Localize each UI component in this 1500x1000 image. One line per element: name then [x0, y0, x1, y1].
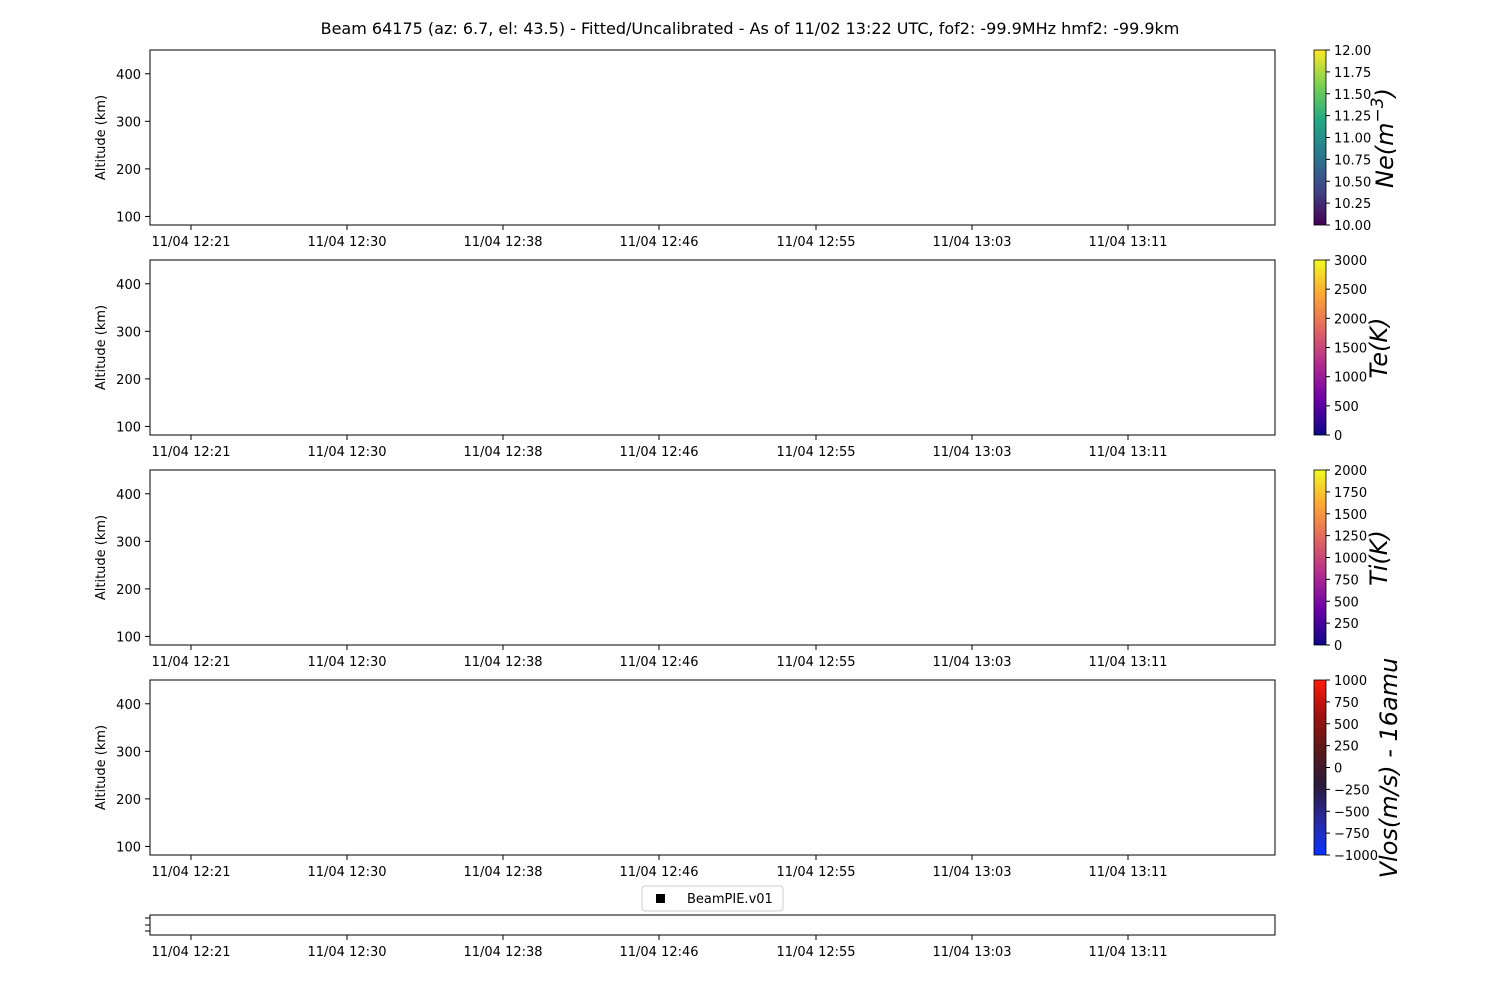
x-tick-label: 11/04 12:38 — [463, 865, 543, 880]
colorbar-tick-label: 10.75 — [1334, 153, 1372, 169]
colorbar — [1314, 470, 1326, 645]
x-tick-label: 11/04 12:21 — [151, 235, 231, 250]
x-tick-label: 11/04 13:11 — [1088, 945, 1168, 960]
x-tick-label: 11/04 12:55 — [776, 445, 856, 460]
panel-beam-indicator — [145, 886, 1275, 960]
x-tick-label: 11/04 13:11 — [1088, 445, 1168, 460]
colorbar — [1314, 260, 1326, 435]
panels — [94, 44, 1403, 960]
x-tick-label: 11/04 13:03 — [932, 445, 1012, 460]
x-tick-label: 11/04 12:38 — [463, 445, 543, 460]
y-tick-label: 200 — [116, 792, 141, 808]
colorbar-tick-label: 1500 — [1334, 341, 1368, 357]
panel-ne — [94, 44, 1399, 250]
legend-entry: BeamPIE.v01 — [687, 892, 773, 907]
colorbar-tick-label: 750 — [1334, 695, 1359, 711]
colorbar-tick-label: −1000 — [1334, 849, 1378, 864]
x-tick-label: 11/04 12:38 — [463, 235, 543, 250]
colorbar-tick-label: 500 — [1334, 717, 1359, 733]
colorbar-label: $Ne(m^{-3})$ — [1368, 88, 1399, 188]
chart-title: Beam 64175 (az: 6.7, el: 43.5) - Fitted/Uncalibrated - As of 11/02 13:22 UTC, fof2: -99.9MHz hmf2: -99.9km — [320, 19, 1180, 38]
x-tick-label: 11/04 12:30 — [307, 945, 387, 960]
x-tick-label: 11/04 12:55 — [776, 945, 856, 960]
x-tick-label: 11/04 12:21 — [151, 945, 231, 960]
x-tick-label: 11/04 12:21 — [151, 655, 231, 670]
x-tick-label: 11/04 12:38 — [463, 945, 543, 960]
colorbar-tick-label: 750 — [1334, 573, 1359, 589]
y-tick-label: 100 — [116, 210, 141, 226]
x-tick-label: 11/04 12:38 — [463, 655, 543, 670]
colorbar-tick-label: 0 — [1334, 429, 1343, 444]
colorbar-tick-label: 500 — [1334, 595, 1359, 611]
colorbar-tick-label: −500 — [1334, 805, 1370, 821]
panel-ti — [94, 464, 1393, 670]
colorbar-label: Te(K) — [1365, 317, 1393, 379]
x-tick-label: 11/04 12:30 — [307, 865, 387, 880]
x-tick-label: 11/04 12:30 — [307, 655, 387, 670]
colorbar-tick-label: 0 — [1334, 639, 1343, 654]
x-tick-label: 11/04 12:21 — [151, 445, 231, 460]
y-tick-label: 100 — [116, 420, 141, 436]
plot-area — [150, 470, 1275, 645]
y-tick-label: 300 — [116, 535, 141, 551]
x-tick-label: 11/04 12:46 — [619, 655, 699, 670]
plot-area — [150, 50, 1275, 225]
x-tick-label: 11/04 13:03 — [932, 865, 1012, 880]
x-tick-label: 11/04 12:46 — [619, 445, 699, 460]
x-tick-label: 11/04 13:11 — [1088, 865, 1168, 880]
x-tick-label: 11/04 12:55 — [776, 865, 856, 880]
x-tick-label: 11/04 12:30 — [307, 235, 387, 250]
colorbar-tick-label: 10.25 — [1334, 197, 1372, 213]
x-tick-label: 11/04 12:55 — [776, 655, 856, 670]
x-tick-label: 11/04 12:46 — [619, 865, 699, 880]
colorbar-tick-label: −250 — [1334, 783, 1370, 799]
colorbar-tick-label: 2000 — [1334, 464, 1368, 479]
colorbar-tick-label: 12.00 — [1334, 44, 1372, 59]
x-tick-label: 11/04 12:46 — [619, 235, 699, 250]
y-tick-label: 400 — [116, 277, 141, 293]
beam-plot-area — [150, 915, 1275, 935]
x-tick-label: 11/04 13:03 — [932, 235, 1012, 250]
colorbar-label: Vlos(m/s) - 16amu — [1375, 657, 1403, 879]
colorbar-tick-label: 11.75 — [1334, 65, 1372, 81]
y-tick-label: 400 — [116, 487, 141, 503]
x-tick-label: 11/04 13:11 — [1088, 235, 1168, 250]
colorbar-label: Ti(K) — [1365, 530, 1393, 586]
colorbar-tick-label: 500 — [1334, 399, 1359, 415]
colorbar-tick-label: 2000 — [1334, 312, 1368, 328]
colorbar-tick-label: 11.00 — [1334, 131, 1372, 147]
colorbar-tick-label: 1000 — [1334, 370, 1368, 386]
x-tick-label: 11/04 13:03 — [932, 945, 1012, 960]
colorbar — [1314, 680, 1326, 855]
y-axis-label: Altitude (km) — [94, 514, 109, 601]
colorbar-tick-label: 1000 — [1334, 674, 1368, 689]
colorbar-tick-label: 250 — [1334, 739, 1359, 755]
colorbar-tick-label: 1750 — [1334, 485, 1368, 501]
y-tick-label: 200 — [116, 162, 141, 178]
colorbar-tick-label: 1250 — [1334, 529, 1368, 545]
plot-area — [150, 680, 1275, 855]
colorbar-tick-label: 2500 — [1334, 283, 1368, 299]
colorbar-tick-label: 3000 — [1334, 254, 1368, 269]
panel-te — [94, 254, 1393, 460]
colorbar-tick-label: 11.25 — [1334, 109, 1372, 125]
x-tick-label: 11/04 12:55 — [776, 235, 856, 250]
x-tick-label: 11/04 12:21 — [151, 865, 231, 880]
colorbar-tick-label: 10.00 — [1334, 219, 1372, 234]
x-tick-label: 11/04 13:03 — [932, 655, 1012, 670]
y-tick-label: 400 — [116, 697, 141, 713]
x-tick-label: 11/04 12:30 — [307, 445, 387, 460]
colorbar-tick-label: 250 — [1334, 617, 1359, 633]
y-tick-label: 300 — [116, 325, 141, 341]
colorbar-tick-label: −750 — [1334, 827, 1370, 843]
panel-vlos — [94, 658, 1403, 880]
y-tick-label: 300 — [116, 745, 141, 761]
y-axis-label: Altitude (km) — [94, 304, 109, 391]
colorbar-tick-label: 11.50 — [1334, 87, 1372, 103]
y-axis-label: Altitude (km) — [94, 94, 109, 181]
colorbar — [1314, 50, 1326, 225]
x-tick-label: 11/04 13:11 — [1088, 655, 1168, 670]
y-tick-label: 100 — [116, 630, 141, 646]
legend-marker — [656, 894, 665, 903]
y-axis-label: Altitude (km) — [94, 724, 109, 811]
y-tick-label: 400 — [116, 67, 141, 83]
legend — [642, 886, 783, 911]
colorbar-tick-label: 1000 — [1334, 551, 1368, 567]
y-tick-label: 200 — [116, 582, 141, 598]
colorbar-tick-label: 1500 — [1334, 507, 1368, 523]
y-tick-label: 100 — [116, 840, 141, 856]
y-tick-label: 300 — [116, 115, 141, 131]
colorbar-tick-label: 0 — [1334, 761, 1343, 777]
x-tick-label: 11/04 12:46 — [619, 945, 699, 960]
y-tick-label: 200 — [116, 372, 141, 388]
plot-area — [150, 260, 1275, 435]
colorbar-tick-label: 10.50 — [1334, 175, 1372, 191]
